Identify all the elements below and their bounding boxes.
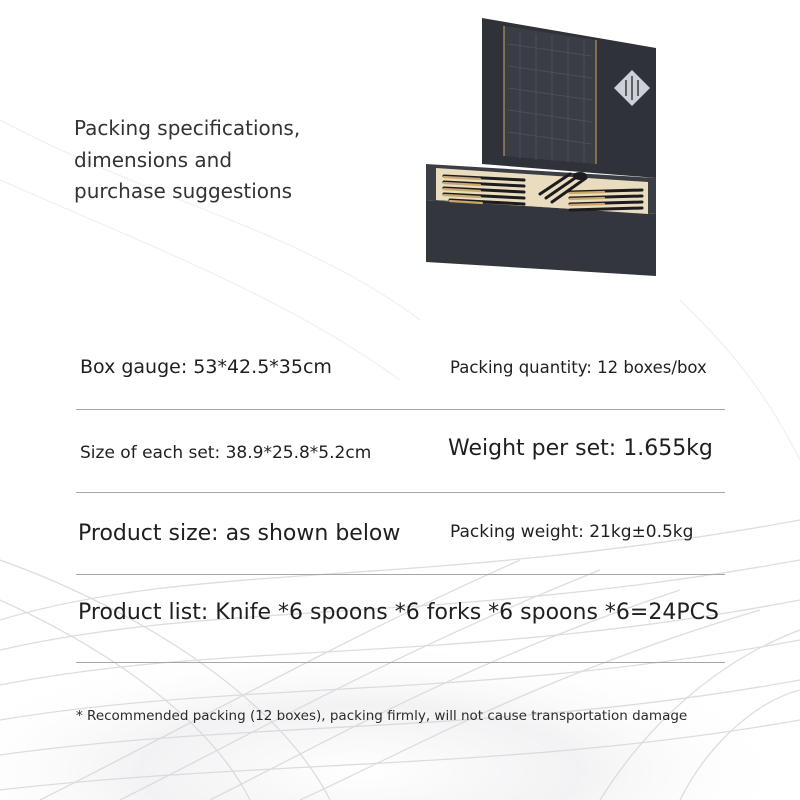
product-size-text: Product size: as shown below — [78, 521, 401, 546]
intro-line-3: purchase suggestions — [74, 179, 293, 203]
divider — [76, 574, 725, 575]
cutlery-box-image — [420, 14, 666, 276]
intro-heading — [74, 113, 300, 208]
box-gauge-text: Box gauge: 53*42.5*35cm — [80, 356, 332, 378]
intro-line-1: Packing specifications, — [74, 116, 301, 140]
packing-quantity-text: Packing quantity: 12 boxes/box — [450, 358, 707, 377]
packing-note: * Recommended packing (12 boxes), packing firmly, will not cause transportation damage — [76, 708, 688, 724]
product-list-text: Product list: Knife *6 spoons *6 forks *6 spoons *6=24PCS — [78, 600, 719, 625]
divider — [76, 492, 725, 493]
weight-per-set-text: Weight per set: 1.655kg — [448, 436, 713, 461]
divider — [76, 409, 725, 410]
intro-line-2: dimensions and — [74, 147, 233, 172]
set-size-text: Size of each set: 38.9*25.8*5.2cm — [80, 443, 372, 463]
packing-weight-text: Packing weight: 21kg±0.5kg — [450, 522, 694, 542]
divider — [76, 662, 725, 663]
